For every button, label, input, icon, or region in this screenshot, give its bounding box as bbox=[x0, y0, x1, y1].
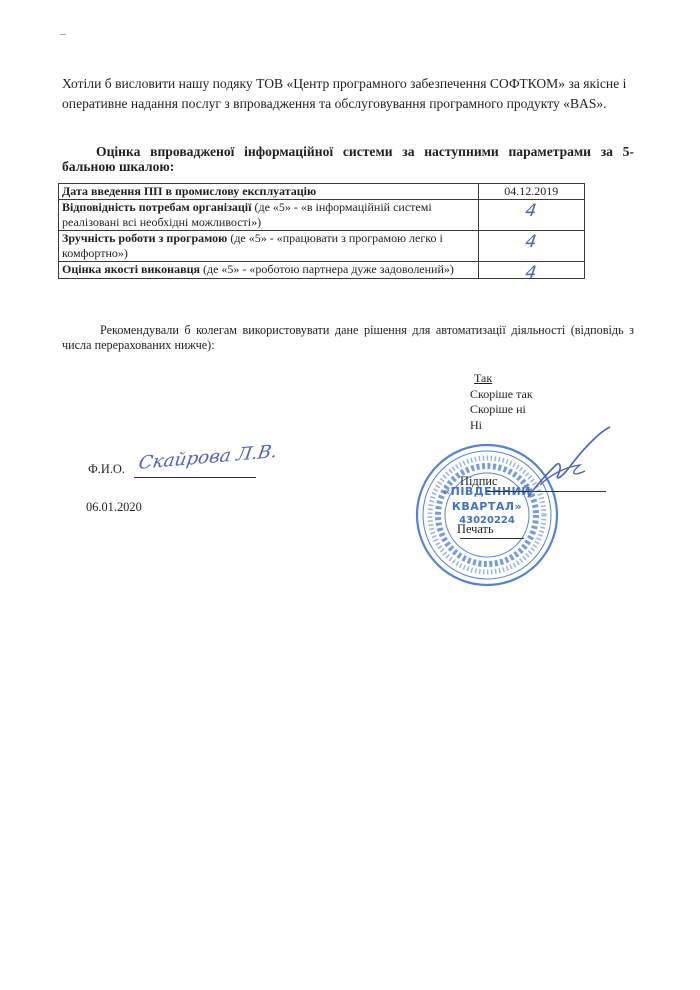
handwritten-score: 4 bbox=[523, 201, 538, 221]
param-label: Дата введення ПП в промислову експлуатацію bbox=[59, 184, 479, 200]
stamp-line bbox=[460, 538, 524, 539]
document-date: 06.01.2020 bbox=[86, 500, 142, 514]
evaluation-heading: Оцінка впровадженої інформаційної системи за наступними параметрами за 5-бальною шкалою: bbox=[62, 144, 634, 174]
table-row bbox=[59, 231, 585, 262]
param-label: Оцінка якості виконавця (де «5» - «роботою партнера дуже задоволений») bbox=[59, 262, 479, 279]
param-label: Зручність роботи з програмою (де «5» - «працювати з програмою легко і комфортно») bbox=[59, 231, 479, 262]
option-no: Ні bbox=[470, 417, 482, 432]
stamp-label: Печать bbox=[457, 522, 494, 536]
option-yes: Так bbox=[474, 371, 493, 385]
handwritten-signature-icon bbox=[510, 425, 620, 500]
option-rather-no: Скоріше ні bbox=[470, 402, 526, 417]
signature-label: Підпис bbox=[460, 474, 498, 488]
evaluation-table bbox=[58, 183, 585, 283]
option-rather-yes: Скоріше так bbox=[470, 386, 533, 401]
param-value bbox=[478, 262, 584, 283]
scan-mark bbox=[60, 34, 66, 35]
fio-handwritten-name: Скайрова Л.В. bbox=[137, 441, 279, 474]
fio-label: Ф.И.О. bbox=[88, 462, 125, 476]
table-row bbox=[59, 200, 585, 231]
stamp-name-line1: «ПІВДЕННИЙ bbox=[443, 485, 531, 498]
stamp-code: 43020224 bbox=[459, 515, 515, 526]
param-value bbox=[478, 231, 584, 262]
recommend-paragraph: Рекомендували б колегам використовувати дане рішення для автоматизації діяльності (відповідь з числа перерахованих нижче): bbox=[62, 323, 634, 352]
handwritten-score: 4 bbox=[523, 232, 538, 252]
handwritten-score: 4 bbox=[523, 263, 538, 283]
param-value bbox=[478, 200, 584, 231]
param-label: Відповідність потребам організації (де «5» - «в інформаційній системі реалізовані всі необхідні можливості») bbox=[59, 200, 479, 231]
table-row bbox=[59, 262, 585, 279]
table-row bbox=[59, 184, 585, 200]
stamp-name-line2: КВАРТАЛ» bbox=[451, 500, 523, 513]
param-value: 04.12.2019 bbox=[478, 184, 584, 200]
intro-paragraph: Хотіли б висловити нашу подяку ТОВ «Центр програмного забезпечення СОФТКОМ» за якісне і оперативне надання послуг з впровадження та обслуговування програмного продукту «BAS». bbox=[62, 76, 627, 111]
fio-line bbox=[134, 477, 256, 478]
